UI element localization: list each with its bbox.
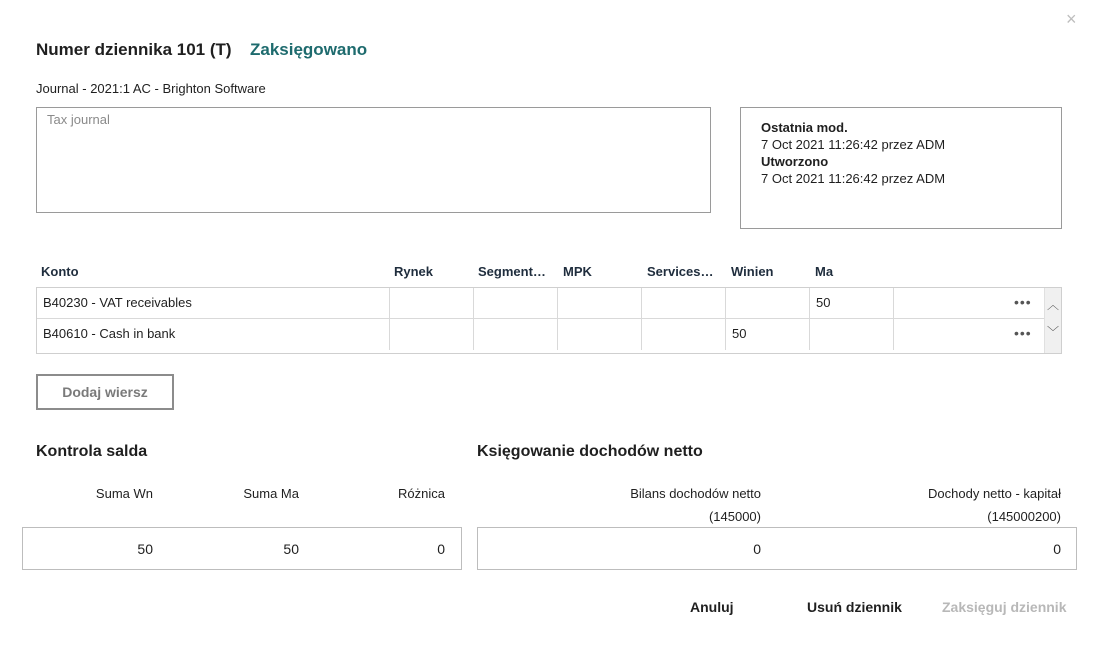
column-header-segment[interactable]: Segment… bbox=[478, 264, 546, 279]
services-cell[interactable] bbox=[642, 288, 726, 319]
audit-info-panel bbox=[740, 107, 1062, 229]
created-label: Utworzono bbox=[761, 154, 829, 169]
table-row[interactable] bbox=[37, 319, 1045, 350]
credit-sum-label: Suma Ma bbox=[243, 486, 299, 501]
column-header-rynek[interactable]: Rynek bbox=[394, 264, 434, 279]
debit-cell[interactable]: 50 bbox=[726, 319, 810, 350]
column-header-mpk[interactable]: MPK bbox=[563, 264, 592, 279]
net-income-section-title: Księgowanie dochodów netto bbox=[477, 443, 703, 460]
modified-label: Ostatnia mod. bbox=[761, 120, 848, 135]
chevron-down-icon[interactable]: ﹀ bbox=[1047, 325, 1060, 339]
description-field[interactable] bbox=[36, 107, 711, 213]
credit-cell[interactable]: 50 bbox=[810, 288, 894, 319]
difference-label: Różnica bbox=[398, 486, 445, 501]
mpk-cell[interactable] bbox=[558, 288, 642, 319]
cancel-button[interactable]: Anuluj bbox=[690, 599, 734, 615]
column-header-konto[interactable]: Konto bbox=[41, 264, 79, 279]
net-income-balance-value: 0 bbox=[753, 541, 761, 557]
net-income-capital-account: (145000200) bbox=[987, 509, 1061, 524]
debit-sum-value: 50 bbox=[137, 541, 153, 557]
post-journal-button[interactable]: Zaksięguj dziennik bbox=[942, 599, 1067, 615]
net-income-box bbox=[477, 527, 1077, 570]
column-header-services[interactable]: Services… bbox=[647, 264, 714, 279]
status-label: Zaksięgowano bbox=[250, 40, 368, 59]
description-text: Tax journal bbox=[47, 112, 110, 127]
rynek-cell[interactable] bbox=[390, 319, 474, 350]
account-cell[interactable]: B40610 - Cash in bank bbox=[37, 319, 390, 350]
actions-cell bbox=[894, 319, 1045, 350]
balance-section-title: Kontrola salda bbox=[36, 443, 148, 460]
mpk-cell[interactable] bbox=[558, 319, 642, 350]
rynek-cell[interactable] bbox=[390, 288, 474, 319]
net-income-capital-label: Dochody netto - kapitał bbox=[928, 486, 1061, 501]
created-value: 7 Oct 2021 11:26:42 przez ADM bbox=[761, 171, 946, 186]
close-icon[interactable]: × bbox=[1066, 9, 1077, 29]
grid-scrollbar[interactable] bbox=[1044, 288, 1061, 353]
net-income-balance-account: (145000) bbox=[708, 509, 761, 524]
segment-cell[interactable] bbox=[474, 319, 558, 350]
journal-lines-grid bbox=[36, 287, 1062, 354]
modified-value: 7 Oct 2021 11:26:42 przez ADM bbox=[761, 137, 946, 152]
more-options-icon[interactable]: ••• bbox=[1014, 294, 1032, 310]
more-options-icon[interactable]: ••• bbox=[1014, 325, 1032, 341]
credit-cell[interactable] bbox=[810, 319, 894, 350]
account-cell[interactable]: B40230 - VAT receivables bbox=[37, 288, 390, 319]
chevron-up-icon[interactable]: ︿ bbox=[1047, 298, 1060, 312]
column-header-winien[interactable]: Winien bbox=[731, 264, 774, 279]
actions-cell bbox=[894, 288, 1045, 319]
difference-value: 0 bbox=[437, 541, 445, 557]
journal-title: Numer dziennika 101 (T) bbox=[36, 40, 232, 59]
column-header-ma[interactable]: Ma bbox=[815, 264, 834, 279]
table-row[interactable] bbox=[37, 288, 1045, 319]
services-cell[interactable] bbox=[642, 319, 726, 350]
balance-totals-box bbox=[22, 527, 462, 570]
debit-cell[interactable] bbox=[726, 288, 810, 319]
debit-sum-label: Suma Wn bbox=[95, 486, 153, 501]
delete-journal-button[interactable]: Usuń dziennik bbox=[807, 599, 902, 615]
net-income-capital-value: 0 bbox=[1053, 541, 1061, 557]
credit-sum-value: 50 bbox=[283, 541, 299, 557]
add-row-button[interactable]: Dodaj wiersz bbox=[36, 374, 174, 410]
segment-cell[interactable] bbox=[474, 288, 558, 319]
net-income-balance-label: Bilans dochodów netto bbox=[630, 486, 761, 501]
journal-subtitle: Journal - 2021:1 AC - Brighton Software bbox=[36, 81, 266, 96]
